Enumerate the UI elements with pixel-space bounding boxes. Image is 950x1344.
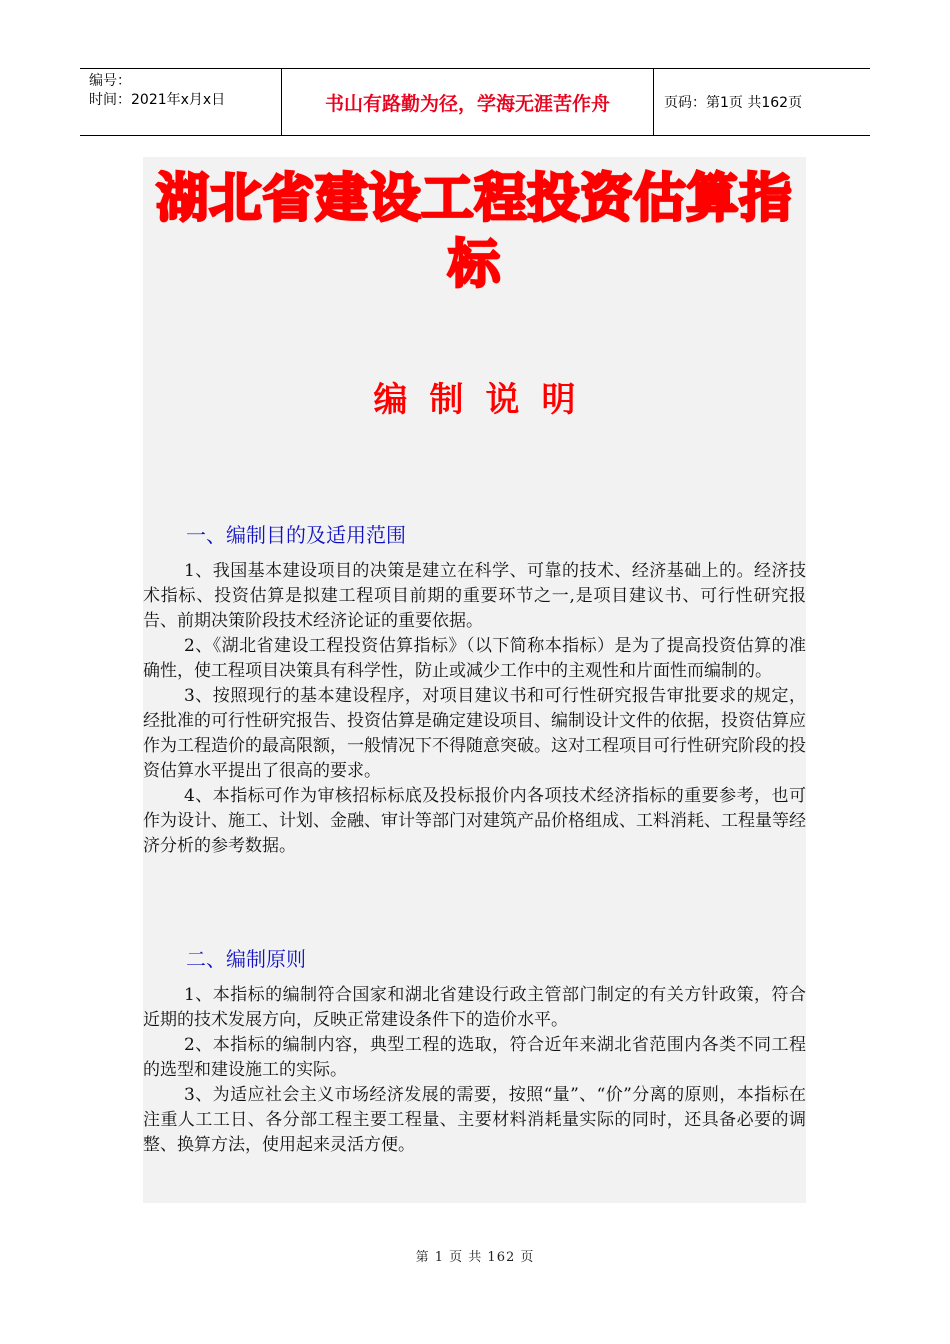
header-page-info: 页码：第1页 共162页 [664,95,803,111]
document-subtitle: 编制说明 [373,380,598,420]
section-heading-1: 一、编制目的及适用范围 [186,523,406,547]
section-heading-2: 二、编制原则 [186,947,306,971]
paragraph: 1、我国基本建设项目的决策是建立在科学、可靠的技术、经济基础上的。经济技术指标、投资估算是拟建工程项目前期的重要环节之一,是项目建议书、可行性研究报告、前期决策阶段技术经济论证的重要依据。 [143,561,806,631]
document-title: 湖北省建设工程投资估算指标 [156,169,793,295]
paragraph: 3、按照现行的基本建设程序，对项目建议书和可行性研究报告审批要求的规定，经批准的可行性研究报告、投资估算是确定建设项目、编制设计文件的依据，投资估算应作为工程造价的最高限额，一般情况下不得随意突破。这对工程项目可行性研究阶段的投资估算水平提出了很高的要求。 [143,686,806,781]
paragraph: 4、本指标可作为审核招标标底及投标报价内各项技术经济指标的重要参考，也可作为设计、施工、计划、金融、审计等部门对建筑产品价格组成、工料消耗、工程量等经济分析的参考数据。 [143,786,806,856]
paragraph: 2、《湖北省建设工程投资估算指标》（以下简称本指标）是为了提高投资估算的准确性，使工程项目决策具有科学性，防止或减少工作中的主观性和片面性而编制的。 [143,636,806,681]
paragraph: 3、为适应社会主义市场经济发展的需要，按照“量”、“价”分离的原则，本指标在注重人工工日、各分部工程主要工程量、主要材料消耗量实际的同时，还具备必要的调整、换算方法，使用起来灵活方便。 [143,1085,806,1155]
time-label: 时间：2021年x月x日 [89,92,226,108]
serial-label: 编号： [89,73,131,89]
paragraph: 1、本指标的编制符合国家和湖北省建设行政主管部门制定的有关方针政策，符合近期的技术发展方向，反映正常建设条件下的造价水平。 [143,985,806,1030]
page-footer: 第 1 页 共 162 页 [415,1250,535,1265]
page-header [80,68,870,136]
section-body-2 [143,983,806,1158]
section-body-1 [143,559,806,859]
header-motto: 书山有路勤为径，学海无涯苦作舟 [282,69,654,135]
paragraph: 2、本指标的编制内容，典型工程的选取，符合近年来湖北省范围内各类不同工程的选型和建设施工的实际。 [143,1035,806,1080]
header-meta [80,69,282,135]
